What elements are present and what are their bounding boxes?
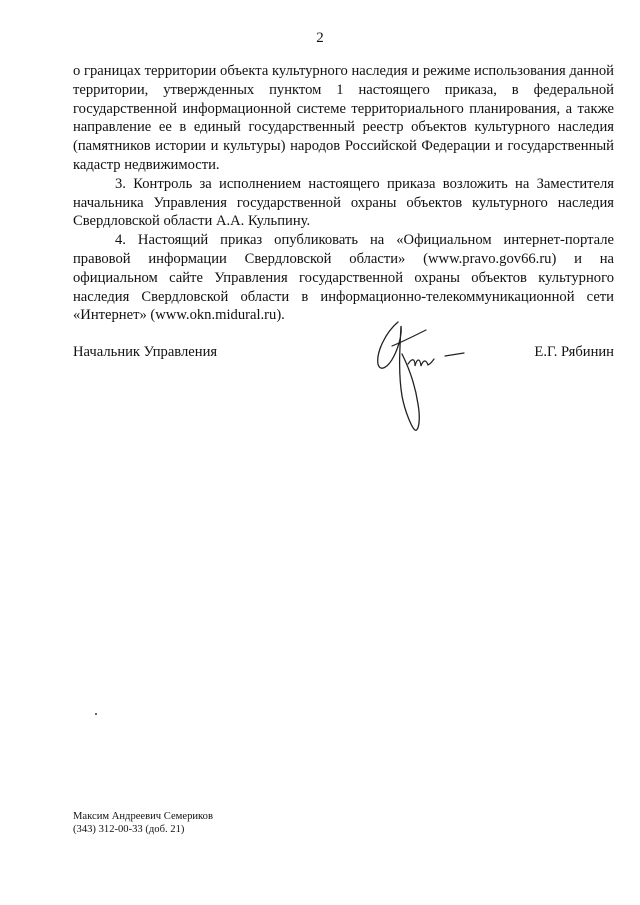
document-body bbox=[73, 62, 614, 325]
paragraph-item-4: 4. Настоящий приказ опубликовать на «Официальном интернет-портале правовой информации Свердловской области» (www.pravo.gov66.ru) и на официальном сайте Управления государственной охраны объектов культурного наследия Свердловской области в информационно-телекоммуникационной сети «Интернет» (www.okn.midural.ru). bbox=[73, 232, 614, 324]
paragraph-continuation: о границах территории объекта культурного наследия и режиме использования данной территории, утвержденных пунктом 1 настоящего приказа, в федеральной государственной информационной системе территориального планирования, а также направление ее в единый государственный реестр объектов культурного наследия (памятников истории и культуры) народов Российской Федерации и государственный кадастр недвижимости. bbox=[73, 63, 614, 173]
handwritten-signature bbox=[368, 312, 478, 437]
scan-speck bbox=[95, 713, 97, 715]
signatory-role: Начальник Управления bbox=[73, 344, 218, 360]
executor-name: Максим Андреевич Семериков bbox=[73, 811, 213, 822]
executor-phone: (343) 312-00-33 (доб. 21) bbox=[73, 824, 185, 835]
page-number: 2 bbox=[316, 30, 324, 46]
executor-footer bbox=[73, 810, 213, 836]
signature-block bbox=[73, 344, 614, 364]
signatory-name: Е.Г. Рябинин bbox=[534, 344, 614, 360]
paragraph-item-3: 3. Контроль за исполнением настоящего приказа возложить на Заместителя начальника Управления государственной охраны объектов культурного наследия Свердловской области А.А. Кульпину. bbox=[73, 175, 614, 230]
